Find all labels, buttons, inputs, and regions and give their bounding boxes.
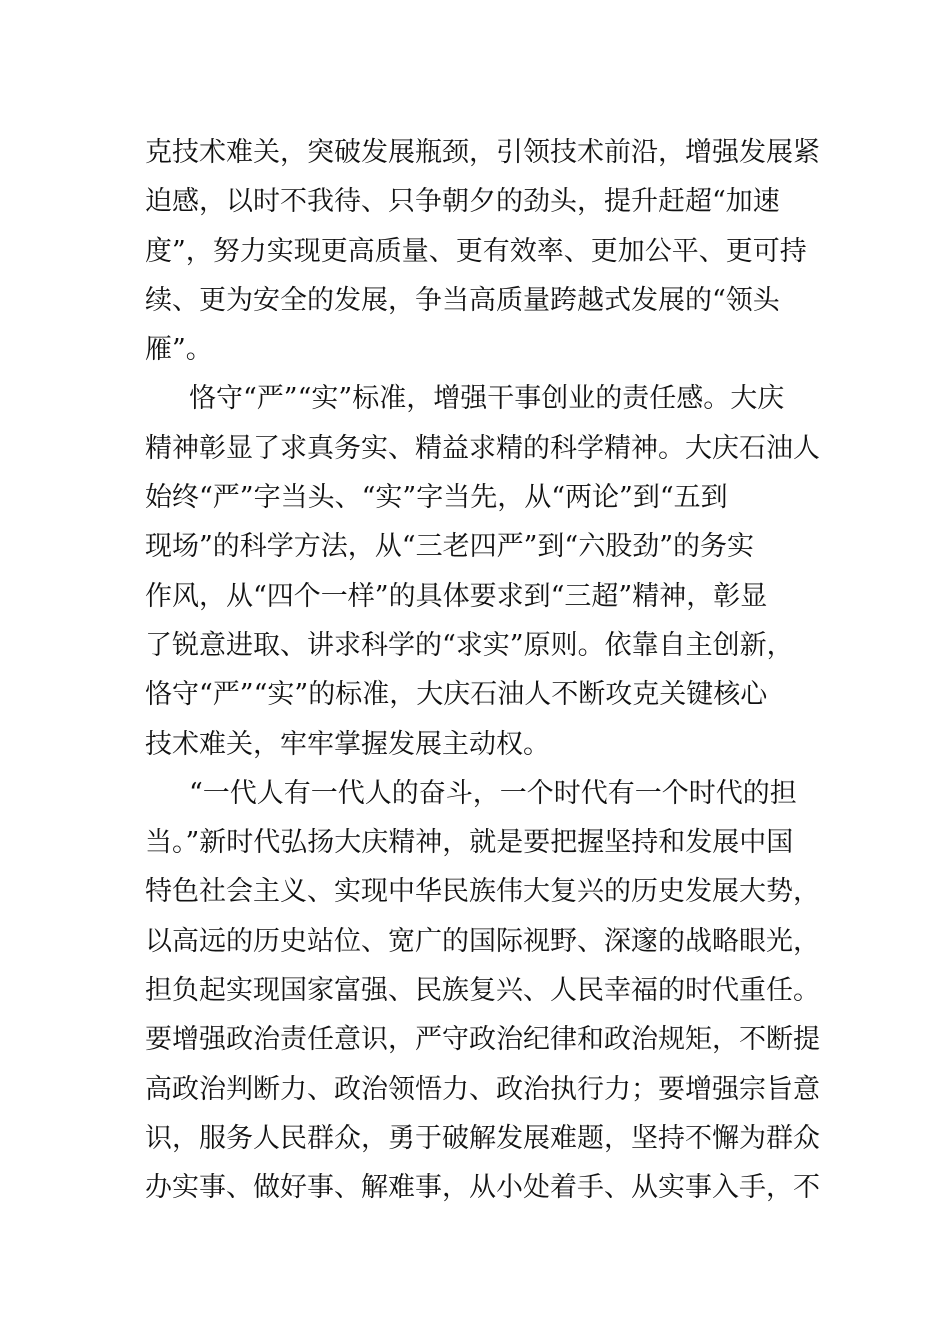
text-line: “一代人有一代人的奋斗，一个时代有一个时代的担 <box>189 777 797 809</box>
text-line: 办实事、做好事、解难事，从小处着手、从实事入手，不 <box>145 1172 820 1204</box>
text-line: 作风，从“四个一样”的具体要求到“三超”精神，彰显 <box>145 580 768 612</box>
text-line: 担负起实现国家富强、民族复兴、人民幸福的时代重任。 <box>145 975 820 1007</box>
text-line: 现场”的科学方法，从“三老四严”到“六股劲”的务实 <box>145 531 755 563</box>
text-line: 精神彰显了求真务实、精益求精的科学精神。大庆石油人 <box>145 432 820 464</box>
text-line: 度”，努力实现更高质量、更有效率、更加公平、更可持 <box>145 235 807 267</box>
text-line: 识，服务人民群众，勇于破解发展难题，坚持不懈为群众 <box>145 1122 820 1154</box>
paragraph-3 <box>145 769 820 1213</box>
body-text <box>145 128 820 1213</box>
text-line: 迫感，以时不我待、只争朝夕的劲头，提升赶超“加速 <box>145 186 780 218</box>
text-line: 高政治判断力、政治领悟力、政治执行力；要增强宗旨意 <box>145 1073 820 1105</box>
text-line: 恪守“严”“实”的标准，大庆石油人不断攻克关键核心 <box>145 679 768 711</box>
paragraph-1 <box>145 128 820 374</box>
text-line: 当。”新时代弘扬大庆精神，就是要把握坚持和发展中国 <box>145 827 794 859</box>
paragraph-2 <box>145 374 820 768</box>
text-line: 了锐意进取、讲求科学的“求实”原则。依靠自主创新， <box>145 629 794 661</box>
text-line: 以高远的历史站位、宽广的国际视野、深邃的战略眼光， <box>145 925 820 957</box>
text-line: 要增强政治责任意识，严守政治纪律和政治规矩，不断提 <box>145 1024 820 1056</box>
text-line: 特色社会主义、实现中华民族伟大复兴的历史发展大势， <box>145 876 820 908</box>
text-line: 克技术难关，突破发展瓶颈，引领技术前沿，增强发展紧 <box>145 137 820 168</box>
text-line: 雁”。 <box>145 334 213 366</box>
text-line: 始终“严”字当头、“实”字当先，从“两论”到“五到 <box>145 482 728 514</box>
text-line: 恪守“严”“实”标准，增强干事创业的责任感。大庆 <box>189 383 785 415</box>
text-line: 续、更为安全的发展，争当高质量跨越式发展的“领头 <box>145 284 780 316</box>
text-line: 技术难关，牢牢掌握发展主动权。 <box>145 728 550 760</box>
